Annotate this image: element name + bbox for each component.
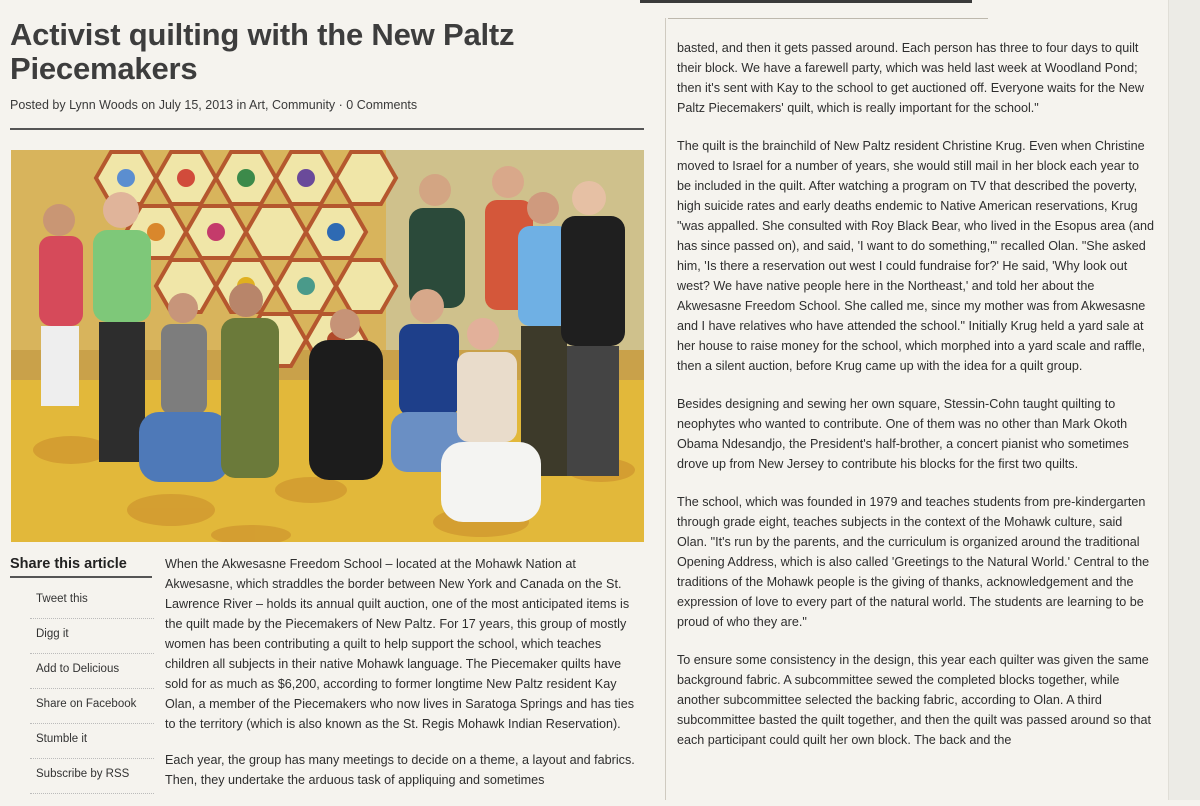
- column-divider: [665, 18, 666, 800]
- column-top-rule: [668, 18, 988, 19]
- body-paragraph: To ensure some consistency in the design, this year each quilter was given the same background fabric. A subcommittee sewed the completed blocks together, while another subcommittee selected the backing fabric, according to Olan. A third subcommittee basted the quilt together, and then the quilt was passed around so that each participant could quilt her own block. The back and the: [677, 653, 1151, 747]
- share-item-facebook: [10, 689, 160, 724]
- top-rule: [640, 0, 972, 3]
- rss-link[interactable]: Subscribe by RSS: [36, 768, 130, 780]
- share-item-digg: [10, 619, 160, 654]
- share-item-twitter: [10, 584, 160, 619]
- body-paragraph: The quilt is the brainchild of New Paltz resident Christine Krug. Even when Christine moved to Israel for a number of years, she would still mail in her block each year to be included in the quilt. After watching a program on TV that described the poverty, high suicide rates and early deaths endemic to Native American reservations, Krug "was appalled. She consulted with Roy Black Bear, who lived in the Esopus area (and has since passed on), and said, 'I want to do something,'" recalled Olan. "She asked him, 'Is there a reservation out west I could fundraise for?' He said, 'Why look out west? We have native people here in the Northeast,' and told her about the Akwesasne Freedom School. She called me, since my mother was from Akwesasne and I have relatives who have attended the school." Initially Krug held a yard sale at her house to raise money for the school, which morphed into a yard scale and raffle, then a silent auction, before Krug came up with the idea for a quilt group.: [677, 139, 1155, 373]
- article-title: Activist quilting with the New Paltz Piecemakers: [10, 17, 515, 86]
- share-item-rss: [10, 759, 160, 794]
- body-paragraph: basted, and then it gets passed around. Each person has three to four days to quilt their block. We have a farewell party, which was held last week at Woodland Pond; then it's sent with Kay to the school to get auctioned off. Everyone waits for the New Paltz Piecemakers' quilt, which is really important for the school.": [677, 41, 1145, 115]
- article-byline: Posted by Lynn Woods on July 15, 2013 in Art, Community · 0 Comments: [10, 98, 418, 112]
- page-edge: [1168, 0, 1200, 800]
- article-body-right: [677, 38, 1155, 768]
- digg-link[interactable]: Digg it: [36, 628, 69, 640]
- share-list: [10, 584, 160, 794]
- share-panel: [10, 556, 160, 794]
- body-paragraph: When the Akwesasne Freedom School – located at the Mohawk Nation at Akwesasne, which straddles the border between New York and Canada on the St. Lawrence River – holds its annual quilt auction, one of the most anticipated items is the quilt made by the Piecemakers of New Paltz. For 17 years, this group of mostly women has been contributing a quilt to help support the school, which teaches children all subjects in their native Mohawk language. The Piecemaker quilts have sold for as much as $6,200, according to former longtime New Paltz resident Kay Olan, a member of the Piecemakers who now lives in Saratoga Springs and has ties to the territory (which is also known as the St. Regis Mohawk Indian Reservation).: [165, 557, 635, 731]
- title-divider: [10, 128, 644, 130]
- group-photo: [11, 150, 644, 542]
- facebook-link[interactable]: Share on Facebook: [36, 698, 137, 710]
- delicious-link[interactable]: Add to Delicious: [36, 663, 120, 675]
- body-paragraph: Besides designing and sewing her own square, Stessin-Cohn taught quilting to neophytes who wanted to contribute. One of them was no other than Mark Okoth Obama Ndesandjo, the President's half-brother, a concert pianist who sometimes drove up from New Jersey to contribute his blocks for the first two quilts.: [677, 397, 1129, 471]
- article-body-left: [165, 554, 640, 806]
- share-heading: Share this article: [10, 556, 152, 578]
- tweet-link[interactable]: Tweet this: [36, 593, 88, 605]
- stumble-link[interactable]: Stumble it: [36, 733, 88, 745]
- share-item-stumble: [10, 724, 160, 759]
- body-paragraph: Each year, the group has many meetings to decide on a theme, a layout and fabrics. Then, they undertake the arduous task of appliquing and sometimes: [165, 753, 635, 787]
- share-item-delicious: [10, 654, 160, 689]
- body-paragraph: The school, which was founded in 1979 and teaches students from pre-kindergarten through grade eight, teaches subjects in the context of the Mohawk culture, said Olan. "It's run by the parents, and the curriculum is organized around the traditional Opening Address, which is also called 'Greetings to the Natural World.' Central to the traditions of the Mohawk people is the giving of thanks, acknowledgement and the expression of love to every part of the natural world. The students are learning to be proud of who they are.": [677, 495, 1150, 629]
